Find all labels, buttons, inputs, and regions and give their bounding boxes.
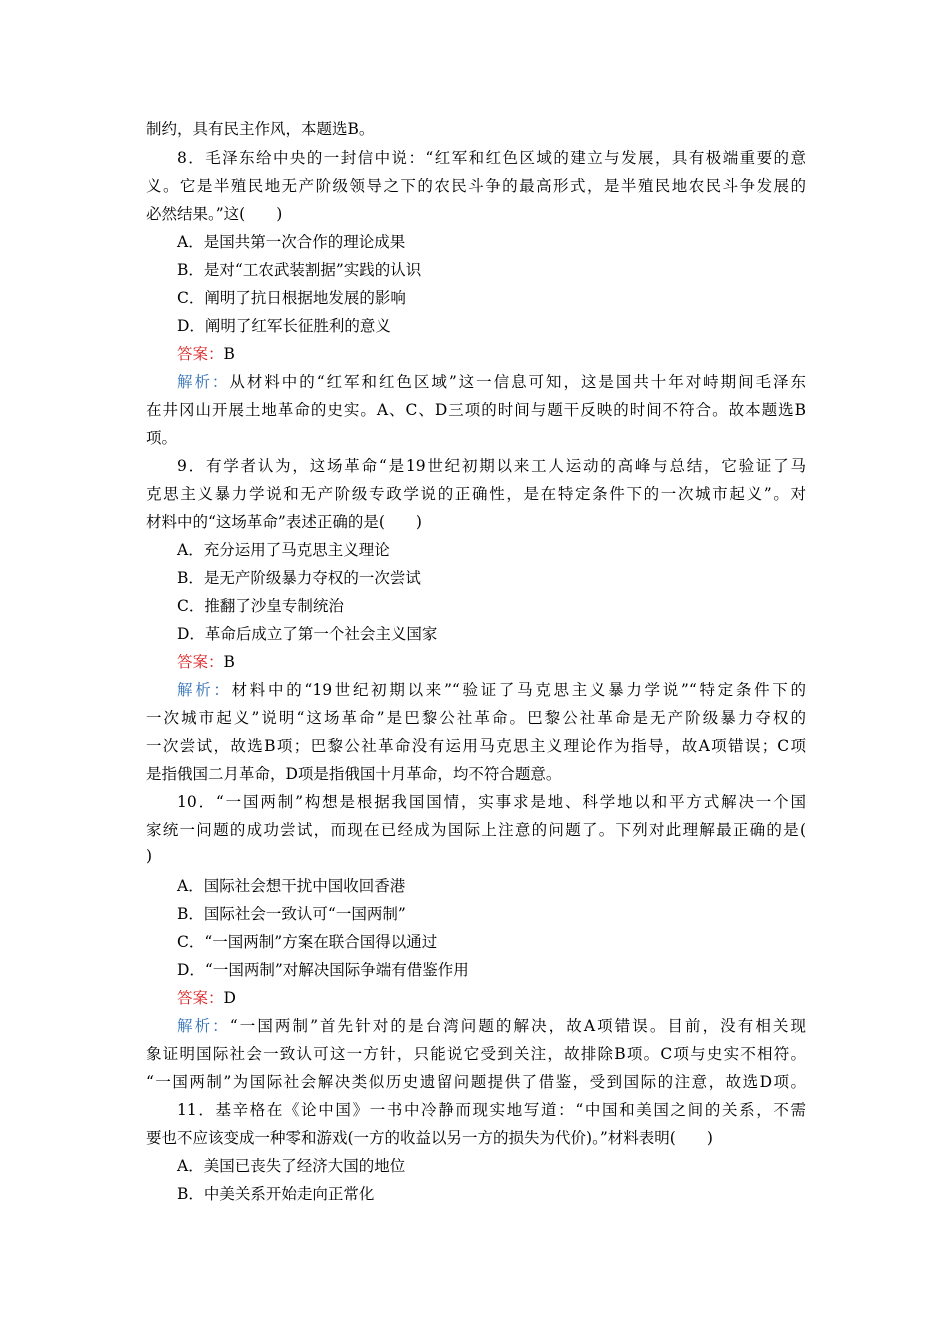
- explanation-line: [177, 1015, 806, 1037]
- text-line: 义。它是半殖民地无产阶级领导之下的农民斗争的最高形式，是半殖民地农民斗争发展的: [146, 177, 806, 195]
- answer-label: 答案：: [177, 345, 224, 363]
- text-line: 象证明国际社会一致认可这一方针，只能说它受到关注，故排除B项。C项与史实不相符。: [146, 1045, 806, 1063]
- explanation-line: [177, 371, 806, 393]
- text-line: ): [146, 847, 153, 865]
- question-11-stem: 11．基辛格在《论中国》一书中冷静而现实地写道：“中国和美国之间的关系，不需: [177, 1101, 806, 1119]
- explanation-line: [177, 679, 806, 701]
- text-line: 一次尝试，故选B项；巴黎公社革命没有运用马克思主义理论作为指导，故A项错误；C项: [146, 737, 806, 755]
- explanation-text: 从材料中的“红军和红色区域”这一信息可知，这是国共十年对峙期间毛泽东: [229, 373, 806, 391]
- option-d: D．“一国两制”对解决国际争端有借鉴作用: [177, 961, 469, 979]
- option-c: C．“一国两制”方案在联合国得以通过: [177, 933, 438, 951]
- option-a: A．充分运用了马克思主义理论: [177, 541, 390, 559]
- answer-line: [177, 343, 806, 365]
- text-line: “一国两制”为国际社会解决类似历史遗留问题提供了借鉴，受到国际的注意，故选D项。: [146, 1073, 806, 1091]
- option-b: B．是无产阶级暴力夺权的一次尝试: [177, 569, 421, 587]
- option-b: B．中美关系开始走向正常化: [177, 1185, 375, 1203]
- option-a: A．美国已丧失了经济大国的地位: [177, 1157, 406, 1175]
- option-d: D．阐明了红军长征胜利的意义: [177, 317, 391, 335]
- text-line: 家统一问题的成功尝试，而现在已经成为国际上注意的问题了。下列对此理解最正确的是(: [146, 821, 806, 839]
- text-line: 要也不应该变成一种零和游戏(一方的收益以另一方的损失为代价)。”材料表明( ): [146, 1129, 713, 1147]
- option-c: C．推翻了沙皇专制统治: [177, 597, 344, 615]
- text-line: 制约，具有民主作风，本题选B。: [146, 120, 375, 138]
- answer-value: B: [223, 653, 235, 671]
- question-9-stem: 9．有学者认为，这场革命“是19世纪初期以来工人运动的高峰与总结，它验证了马: [177, 457, 806, 475]
- option-b: B．是对“工农武装割据”实践的认识: [177, 261, 422, 279]
- explanation-label: 解析：: [177, 1017, 230, 1035]
- text-line: 材料中的“这场革命”表述正确的是( ): [146, 513, 422, 531]
- option-c: C．阐明了抗日根据地发展的影响: [177, 289, 406, 307]
- answer-label: 答案：: [177, 989, 224, 1007]
- text-line: 一次城市起义”说明“这场革命”是巴黎公社革命。巴黎公社革命是无产阶级暴力夺权的: [146, 709, 806, 727]
- question-8-stem: 8．毛泽东给中央的一封信中说：“红军和红色区域的建立与发展，具有极端重要的意: [177, 149, 806, 167]
- answer-value: D: [223, 989, 236, 1007]
- text-line: 在井冈山开展土地革命的史实。A、C、D三项的时间与题干反映的时间不符合。故本题选B: [146, 401, 806, 419]
- text-line: 必然结果。”这( ): [146, 205, 283, 223]
- text-line: 克思主义暴力学说和无产阶级专政学说的正确性，是在特定条件下的一次城市起义”。对: [146, 485, 806, 503]
- explanation-text: “一国两制”首先针对的是台湾问题的解决，故A项错误。目前，没有相关现: [229, 1017, 806, 1035]
- option-d: D．革命后成立了第一个社会主义国家: [177, 625, 438, 643]
- explanation-label: 解析：: [177, 681, 232, 699]
- option-a: A．是国共第一次合作的理论成果: [177, 233, 406, 251]
- option-b: B．国际社会一致认可“一国两制”: [177, 905, 406, 923]
- answer-value: B: [223, 345, 235, 363]
- text-line: 项。: [146, 429, 178, 447]
- question-10-stem: 10．“一国两制”构想是根据我国国情，实事求是地、科学地以和平方式解决一个国: [177, 793, 806, 811]
- explanation-label: 解析：: [177, 373, 230, 391]
- explanation-text: 材料中的“19世纪初期以来”“验证了马克思主义暴力学说”“特定条件下的: [231, 681, 806, 699]
- option-a: A．国际社会想干扰中国收回香港: [177, 877, 406, 895]
- answer-line: [177, 987, 806, 1009]
- text-line: 是指俄国二月革命，D项是指俄国十月革命，均不符合题意。: [146, 765, 562, 783]
- answer-label: 答案：: [177, 653, 224, 671]
- answer-line: [177, 651, 806, 673]
